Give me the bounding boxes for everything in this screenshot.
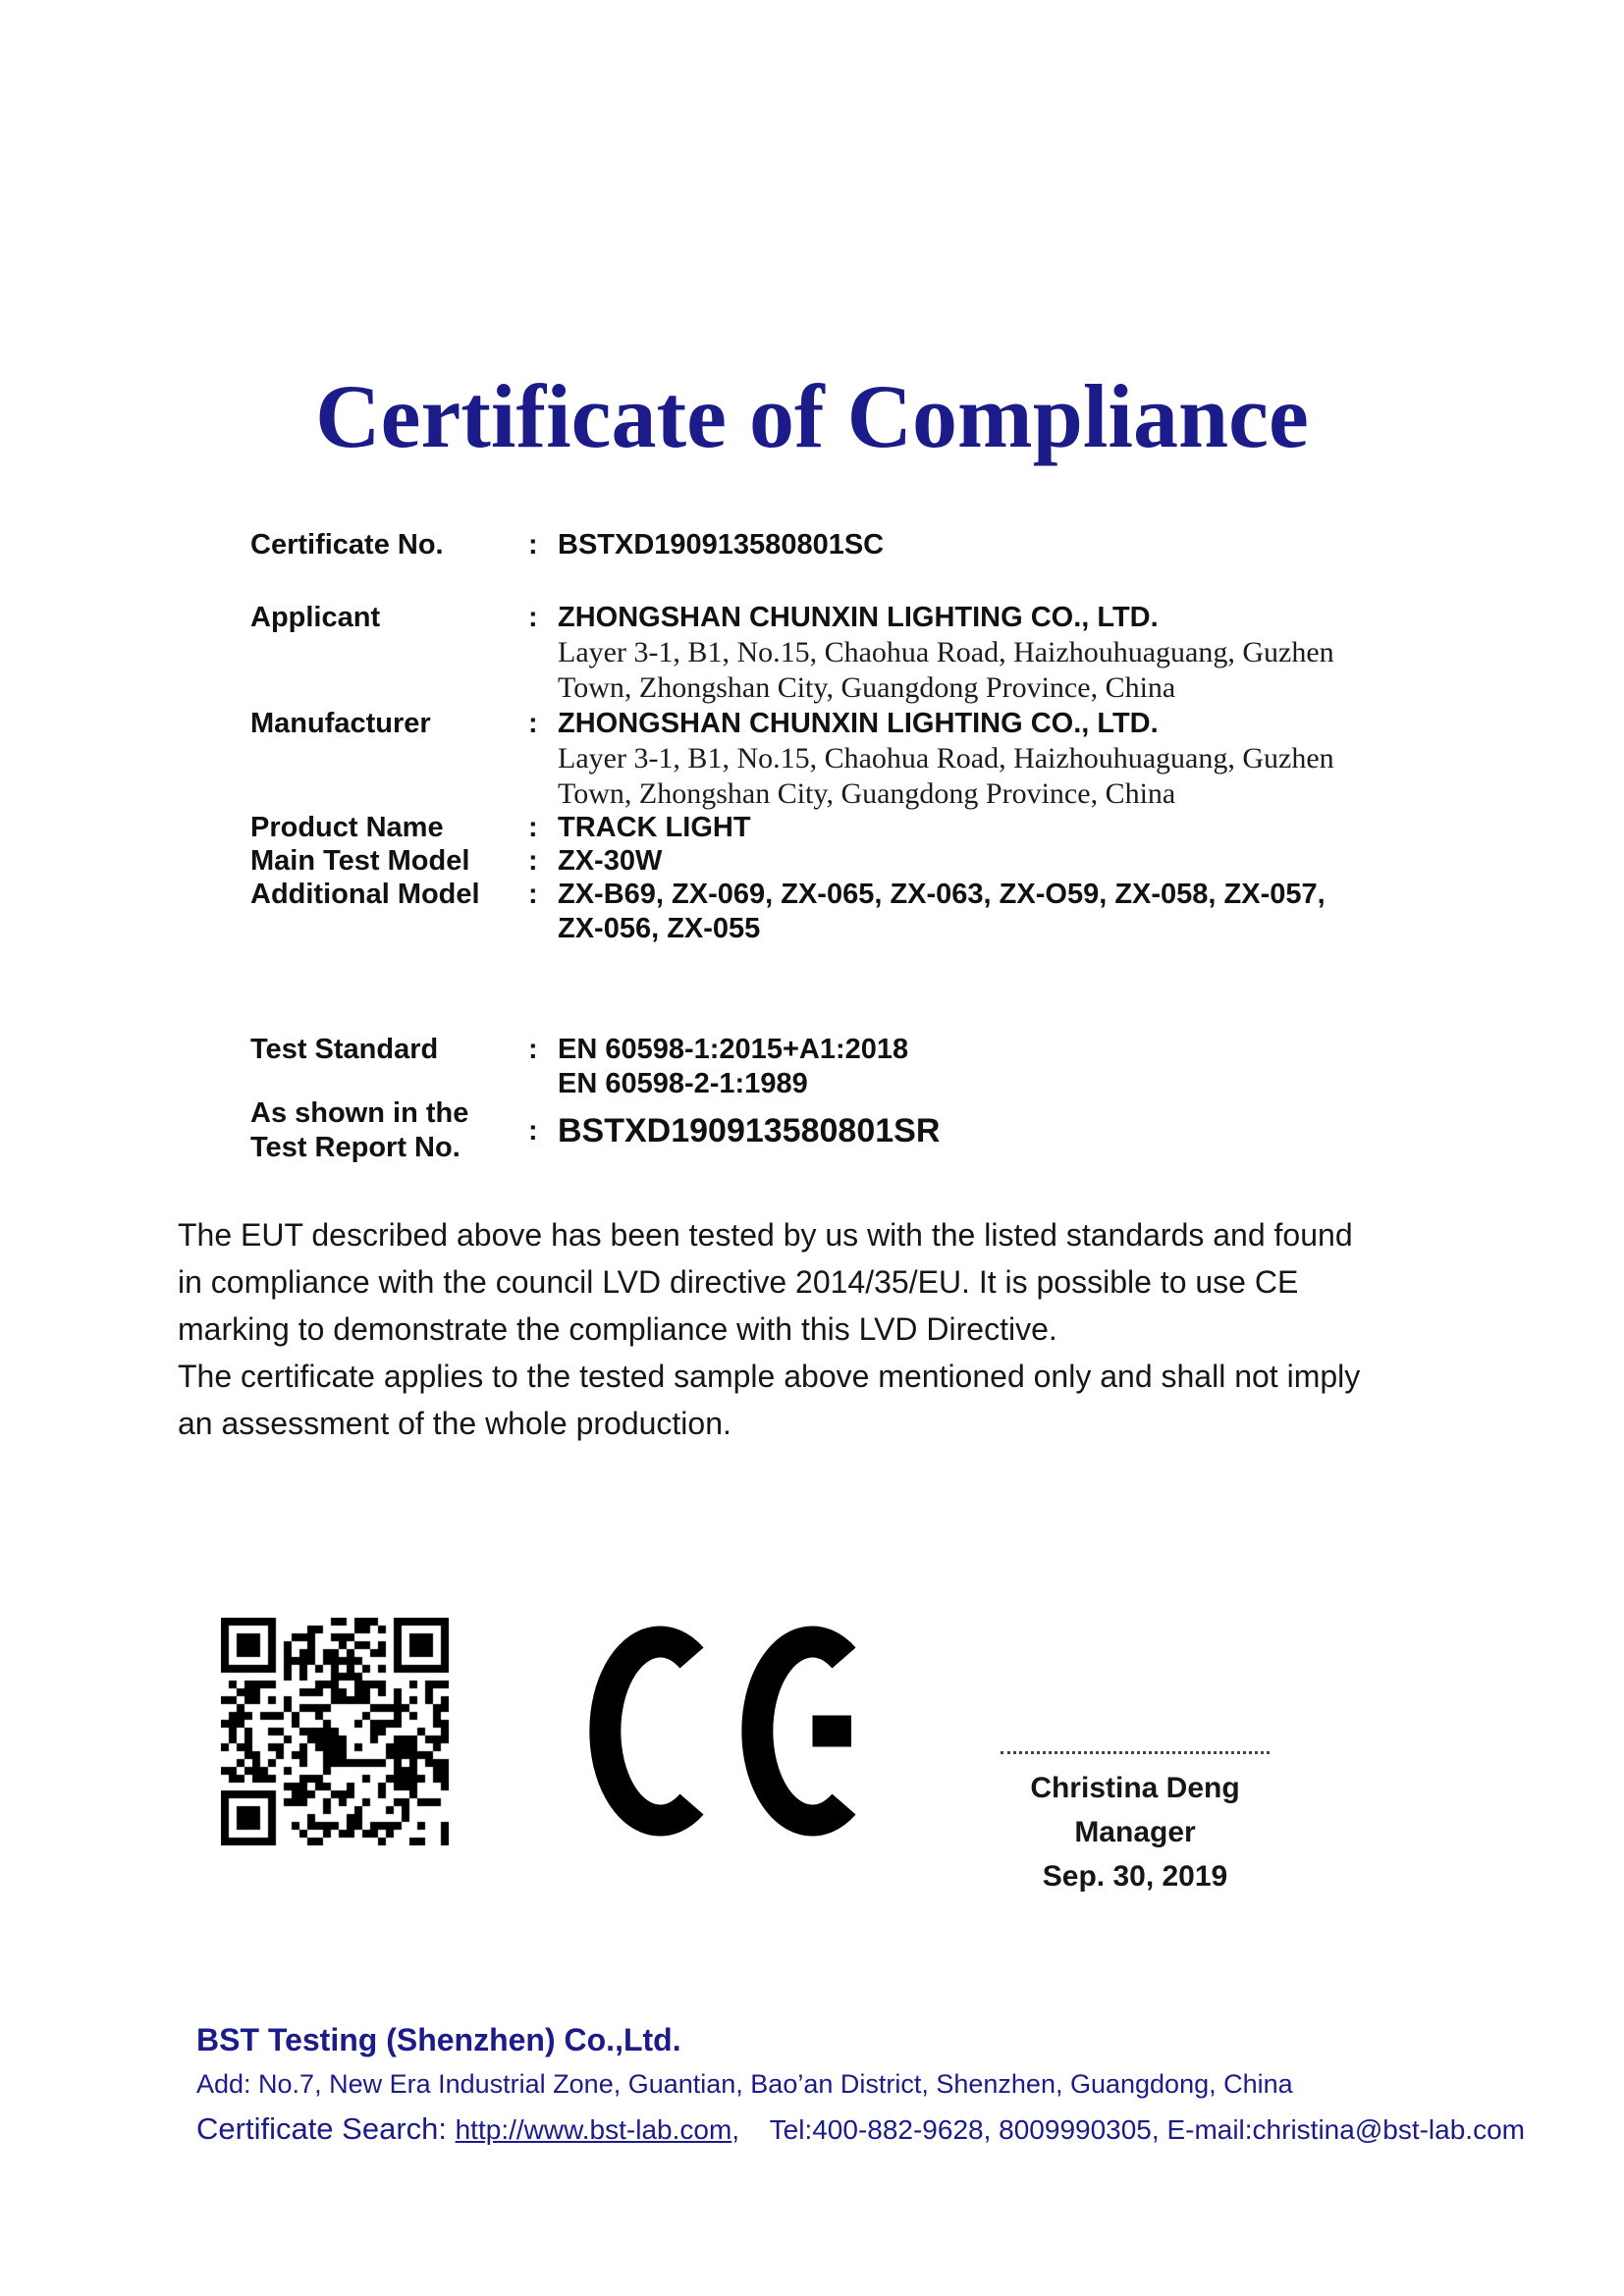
field-row-test-report-no: [250, 1096, 1507, 1165]
field-colon: :: [528, 1114, 538, 1147]
field-label-line2: Test Report No.: [250, 1132, 460, 1163]
field-colon: :: [528, 845, 538, 877]
field-row-main-test-model: [250, 844, 1507, 879]
field-row-test-standard: [250, 1033, 1507, 1101]
ce-mark-icon: [589, 1626, 884, 1837]
field-row-additional-model: [250, 878, 1507, 946]
field-row-certificate-no: [250, 528, 1507, 562]
footer-contact-info: , Tel:400-882-9628, 8009990305, E-mail:christina@bst-lab.com: [731, 2114, 1525, 2145]
field-value: ZHONGSHAN CHUNXIN LIGHTING CO., LTD.: [558, 708, 1159, 739]
additional-model-line2: ZX-056, ZX-055: [558, 913, 761, 944]
field-value: ZX-30W: [558, 845, 663, 877]
field-colon: :: [528, 879, 538, 910]
field-row-product-name: [250, 811, 1507, 845]
additional-model-line1: ZX-B69, ZX-069, ZX-065, ZX-063, ZX-O59, ZX-058, ZX-057,: [558, 879, 1326, 910]
footer: [196, 2020, 1532, 2149]
compliance-statement: [178, 1211, 1533, 1447]
field-label: Applicant: [250, 602, 381, 633]
statement-line: The EUT described above has been tested by us with the listed standards and found: [178, 1217, 1353, 1253]
certificate-search-label: Certificate Search:: [196, 2111, 456, 2146]
field-value: BSTXD190913580801SR: [558, 1111, 941, 1149]
test-standard-line1: EN 60598-1:2015+A1:2018: [558, 1034, 909, 1065]
field-colon: :: [528, 1034, 538, 1065]
field-row-applicant: [250, 601, 1507, 706]
field-row-manufacturer: [250, 707, 1507, 812]
field-value: BSTXD190913580801SC: [558, 529, 885, 561]
signatory-name: Christina Deng: [1030, 1772, 1240, 1804]
applicant-address-line1: Layer 3-1, B1, No.15, Chaohua Road, Haizhouhuaguang, Guzhen: [558, 636, 1334, 668]
statement-line: marking to demonstrate the compliance with this LVD Directive.: [178, 1311, 1057, 1347]
qr-code: [221, 1618, 449, 1845]
field-value: TRACK LIGHT: [558, 812, 751, 843]
field-label: Manufacturer: [250, 708, 431, 739]
lab-address: Add: No.7, New Era Industrial Zone, Guantian, Bao’an District, Shenzhen, Guangdong, China: [196, 2069, 1293, 2099]
signature-date: Sep. 30, 2019: [1042, 1860, 1228, 1893]
field-colon: :: [528, 529, 538, 561]
manufacturer-address-line1: Layer 3-1, B1, No.15, Chaohua Road, Haizhouhuaguang, Guzhen: [558, 742, 1334, 774]
lab-company-name: BST Testing (Shenzhen) Co.,Ltd.: [196, 2022, 681, 2057]
page-title: Certificate of Compliance: [315, 366, 1309, 466]
field-label: Certificate No.: [250, 529, 444, 561]
field-colon: :: [528, 708, 538, 739]
signature-block: [982, 1739, 1288, 1898]
statement-line: an assessment of the whole production.: [178, 1406, 731, 1441]
field-label: Additional Model: [250, 879, 480, 910]
ce-letter-c: [589, 1626, 731, 1837]
manufacturer-address-line2: Town, Zhongshan City, Guangdong Province, China: [558, 777, 1176, 810]
field-label: Test Standard: [250, 1034, 439, 1065]
field-label: Main Test Model: [250, 845, 470, 877]
certificate-search-line: [196, 2110, 1532, 2149]
field-label: Product Name: [250, 812, 444, 843]
applicant-address-line2: Town, Zhongshan City, Guangdong Province, China: [558, 671, 1176, 704]
ce-letter-e: [741, 1626, 884, 1837]
field-colon: :: [528, 602, 538, 633]
test-standard-line2: EN 60598-2-1:1989: [558, 1068, 808, 1099]
statement-line: in compliance with the council LVD directive 2014/35/EU. It is possible to use CE: [178, 1264, 1299, 1300]
field-colon: :: [528, 812, 538, 843]
signature-dotted-line: [1001, 1739, 1270, 1754]
certificate-search-link[interactable]: http://www.bst-lab.com: [455, 2114, 732, 2145]
statement-line: The certificate applies to the tested sample above mentioned only and shall not imply: [178, 1359, 1361, 1394]
field-value: ZHONGSHAN CHUNXIN LIGHTING CO., LTD.: [558, 602, 1159, 633]
signatory-role: Manager: [1074, 1816, 1196, 1848]
field-label-line1: As shown in the: [250, 1097, 469, 1129]
